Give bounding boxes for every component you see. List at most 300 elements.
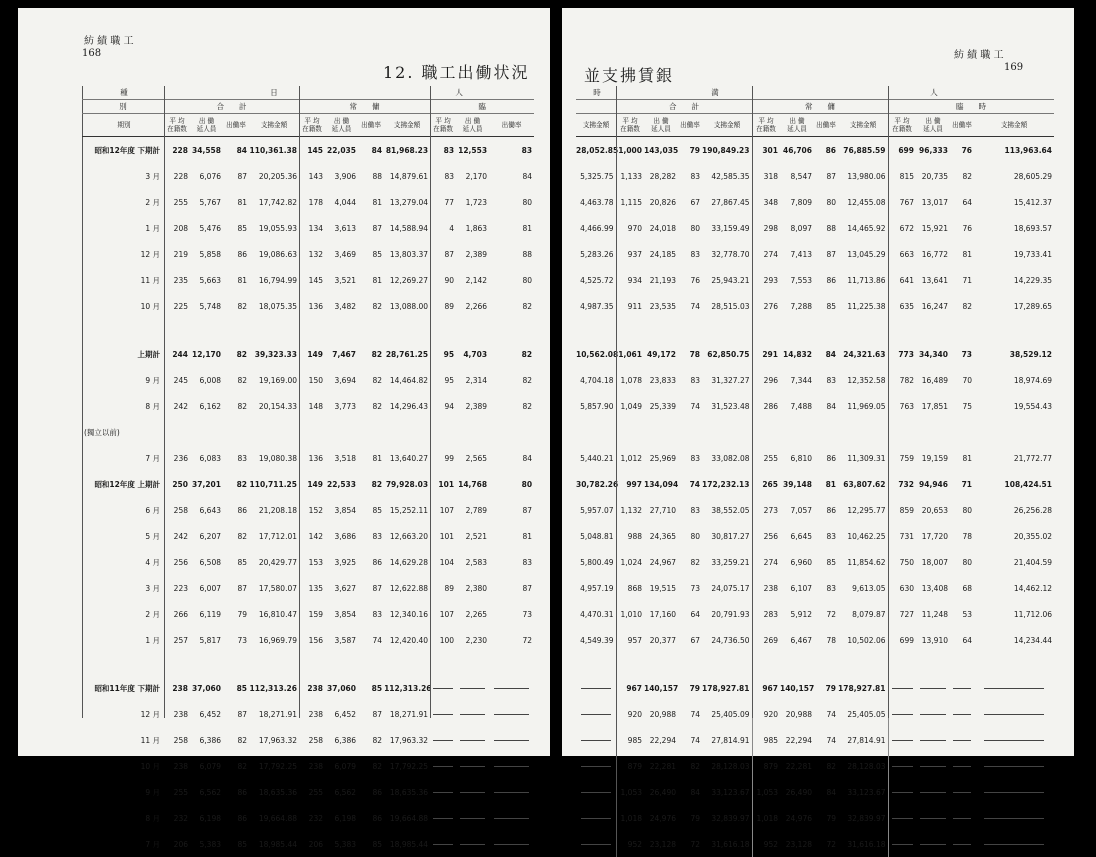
table-cell: 19,055.93 [258, 223, 297, 233]
row-label: (獨立以前) [84, 427, 120, 437]
table-row [82, 445, 534, 471]
table-cell: 3,925 [334, 557, 356, 567]
table-cell: 14,465.92 [838, 215, 888, 241]
table-cell [950, 805, 974, 831]
table-cell: 7,488 [790, 401, 812, 411]
table-row [576, 367, 1054, 393]
table-cell: 100 [439, 635, 455, 645]
table-cell: 74 [826, 735, 836, 745]
row-label: 7 月 [145, 453, 160, 463]
header-row [82, 86, 534, 100]
table-cell: 178,927.81 [702, 675, 752, 701]
table-cell: 255 [308, 787, 323, 797]
table-cell [576, 701, 616, 727]
row-label: 8 月 [145, 401, 160, 411]
table-cell [974, 675, 1054, 701]
table-row [576, 627, 1054, 653]
table-cell: 232 [308, 813, 323, 823]
table-cell: 82 [826, 761, 836, 771]
table-cell [325, 419, 358, 445]
table-cell: 85 [826, 557, 836, 567]
table-cell: 28,282 [649, 171, 676, 181]
table-cell: 6,008 [199, 375, 221, 385]
table-cell: 13,803.37 [389, 249, 429, 259]
table-cell [430, 319, 456, 341]
group-header: 常 傭 [299, 100, 430, 114]
table-cell: 80 [962, 505, 972, 515]
table-cell: 920 [627, 709, 642, 719]
table-cell: 67 [690, 197, 700, 207]
table-cell: 223 [173, 583, 188, 593]
table-cell: 81 [237, 275, 247, 285]
table-cell: 88 [372, 171, 383, 181]
table-cell: 38,529.12 [1009, 349, 1052, 359]
table-cell: 82 [371, 479, 383, 489]
table-cell: 10,462.25 [838, 523, 888, 549]
table-cell: 85 [372, 505, 383, 515]
table-cell: 76,885.59 [838, 137, 888, 164]
table-cell: 6,207 [199, 531, 221, 541]
table-cell: 17,963.32 [258, 735, 297, 745]
table-cell: 7,057 [790, 505, 812, 515]
table-cell: 6,119 [199, 609, 221, 619]
table-cell [249, 419, 299, 445]
table-cell: 24,365 [649, 531, 676, 541]
table-cell [916, 753, 950, 779]
table-cell: 134,094 [644, 479, 679, 489]
table-cell: 283 [763, 609, 778, 619]
table-cell [838, 653, 888, 675]
table-cell: 27,814.91 [838, 727, 888, 753]
table-cell: 19,554.43 [1013, 401, 1052, 411]
row-label: 1 月 [145, 635, 160, 645]
column-header: 支拂金額 [838, 114, 888, 137]
row-label: 8 月 [145, 813, 160, 823]
table-row [576, 753, 1054, 779]
page-number: 168 [82, 48, 102, 59]
table-row [576, 419, 1054, 445]
table-cell: 82 [522, 301, 533, 311]
table-cell [616, 419, 644, 445]
table-cell [576, 319, 616, 341]
row-label: 昭和12年度 上期計 [94, 479, 160, 489]
table-cell: 78 [962, 531, 972, 541]
table-cell: 53 [962, 609, 972, 619]
column-header: 支拂金額 [384, 114, 430, 137]
running-header: 紡 績 職 工 [954, 50, 1004, 61]
table-cell: 17,289.65 [1013, 301, 1052, 311]
table-cell [164, 653, 190, 675]
table-cell: 11,712.06 [1013, 609, 1052, 619]
table-cell: 16,794.99 [258, 275, 297, 285]
table-cell: 24,976 [785, 813, 812, 823]
table-cell [456, 831, 489, 857]
table-cell [702, 653, 752, 675]
table-cell: 14,296.43 [389, 401, 429, 411]
table-cell: 7,553 [790, 275, 812, 285]
table-cell [325, 319, 358, 341]
table-cell: 1,078 [620, 375, 642, 385]
row-label: 12 月 [140, 249, 160, 259]
table-cell: 630 [899, 583, 914, 593]
table-cell: 318 [763, 171, 778, 181]
table-cell: 90 [444, 275, 455, 285]
table-cell [325, 653, 358, 675]
table-cell: 82 [237, 761, 247, 771]
table-cell: 2,266 [465, 301, 488, 311]
table-cell: 20,429.77 [258, 557, 297, 567]
table-cell [456, 779, 489, 805]
table-cell: 82 [522, 401, 533, 411]
table-cell: 76 [961, 145, 972, 155]
table-cell [456, 701, 489, 727]
table-cell: 6,452 [199, 709, 221, 719]
table-cell: 10,562.08 [576, 341, 616, 367]
table-cell: 238 [173, 761, 188, 771]
table-cell: 153 [308, 557, 323, 567]
table-cell: 6,079 [199, 761, 221, 771]
table-cell [223, 653, 249, 675]
table-cell [916, 653, 950, 675]
table-cell: 86 [372, 813, 383, 823]
table-cell: 13,088.00 [389, 301, 429, 311]
table-cell: 81 [962, 249, 972, 259]
table-cell: 5,858 [199, 249, 221, 259]
table-cell: 32,778.70 [702, 241, 752, 267]
table-row [576, 137, 1054, 164]
table-cell: 140,157 [644, 683, 679, 693]
table-cell: 178,927.81 [838, 675, 888, 701]
table-cell [299, 419, 325, 445]
table-cell [888, 701, 916, 727]
table-cell: 82 [236, 479, 247, 489]
table-cell: 298 [763, 223, 778, 233]
table-cell: 86 [237, 505, 247, 515]
table-cell: 84 [826, 787, 836, 797]
table-cell: 759 [899, 453, 914, 463]
table-cell: 46,706 [783, 145, 812, 155]
table-cell: 258 [173, 735, 188, 745]
table-cell: 85 [372, 249, 383, 259]
table-cell: 82 [236, 349, 247, 359]
table-cell: 232 [173, 813, 188, 823]
table-cell [384, 653, 430, 675]
table-cell: 17,792.25 [258, 761, 297, 771]
table-cell [299, 319, 325, 341]
table-cell [576, 675, 616, 701]
table-cell: 20,355.02 [1013, 531, 1052, 541]
table-cell: 84 [522, 171, 533, 181]
table-cell: 148 [308, 401, 323, 411]
table-cell: 25,943.21 [702, 267, 752, 293]
table-cell: 87 [372, 709, 383, 719]
table-cell [430, 727, 456, 753]
table-cell: 26,490 [785, 787, 812, 797]
table-cell: 957 [627, 635, 642, 645]
table-cell: 11,969.05 [838, 393, 888, 419]
table-cell: 20,826 [649, 197, 676, 207]
table-cell: 23,128 [785, 839, 812, 849]
table-cell [888, 805, 916, 831]
table-cell: 87 [826, 171, 836, 181]
table-cell: 38,552.05 [702, 497, 752, 523]
table-cell: 255 [173, 197, 188, 207]
table-cell: 64 [962, 635, 972, 645]
table-cell [780, 419, 814, 445]
table-cell: 19,515 [649, 583, 676, 593]
row-label: 11 月 [140, 275, 160, 285]
table-cell: 28,128.03 [838, 753, 888, 779]
table-cell [430, 701, 456, 727]
row-label: 昭和12年度 下期計 [94, 145, 160, 155]
column-header: 平 均 在籍数 [888, 114, 916, 137]
table-row [576, 831, 1054, 857]
table-cell: 920 [763, 709, 778, 719]
table-cell: 34,558 [192, 145, 221, 155]
table-cell [916, 831, 950, 857]
table-cell [616, 653, 644, 675]
header-blank [576, 100, 616, 114]
table-cell [489, 753, 534, 779]
table-row [82, 341, 534, 367]
table-cell: 25,405.09 [702, 701, 752, 727]
table-cell: 25,969 [649, 453, 676, 463]
table-cell: 14,768 [458, 479, 488, 489]
table-cell: 80 [826, 197, 836, 207]
table-cell: 19,080.38 [258, 453, 297, 463]
table-cell: 42,585.35 [702, 163, 752, 189]
table-cell [430, 805, 456, 831]
table-row [82, 137, 534, 164]
table-cell: 30,782.26 [576, 471, 616, 497]
header-person: 人 [814, 86, 1054, 100]
table-cell [384, 319, 430, 341]
page-number: 169 [1004, 62, 1024, 73]
row-label: 10 月 [140, 761, 160, 771]
column-header: 出働率 [223, 114, 249, 137]
table-cell: 19,664.88 [258, 813, 297, 823]
table-cell [678, 653, 702, 675]
table-cell: 86 [826, 505, 836, 515]
table-cell: 82 [372, 375, 383, 385]
table-cell: 20,377 [649, 635, 676, 645]
column-header: 平 均 在籍数 [164, 114, 190, 137]
table-cell [888, 319, 916, 341]
table-cell: 1,000 [618, 145, 642, 155]
table-cell: 150 [308, 375, 323, 385]
table-cell: 108,424.51 [1004, 479, 1052, 489]
table-cell: 31,327.27 [702, 367, 752, 393]
table-cell: 273 [763, 505, 778, 515]
table-cell: 296 [763, 375, 778, 385]
row-label: 上期計 [137, 349, 160, 359]
table-cell [888, 727, 916, 753]
table-cell: 149 [307, 479, 323, 489]
table-cell: 228 [173, 171, 188, 181]
table-cell: 112,313.26 [249, 683, 297, 693]
table-cell: 4,466.99 [576, 215, 616, 241]
table-cell: 82 [962, 171, 972, 181]
table-row [82, 779, 534, 805]
row-label: 3 月 [145, 171, 160, 181]
table-cell: 18,985.44 [258, 839, 297, 849]
table-cell: 244 [172, 349, 188, 359]
table-cell: 238 [173, 709, 188, 719]
table-cell: 132 [308, 249, 323, 259]
table-cell [358, 319, 384, 341]
table-cell: 635 [899, 301, 914, 311]
table-cell: 21,208.18 [258, 505, 297, 515]
table-row [82, 241, 534, 267]
table-cell: 84 [825, 349, 836, 359]
table-cell: 136 [308, 453, 323, 463]
header-row [576, 100, 1054, 114]
table-row [82, 319, 534, 341]
table-cell: 228 [172, 145, 188, 155]
table-cell: 87 [237, 709, 247, 719]
header-kind: 種 [82, 86, 164, 100]
table-cell: 12,663.20 [389, 531, 429, 541]
column-header: 出 働 延人員 [916, 114, 950, 137]
table-cell: 13,279.04 [389, 197, 429, 207]
table-cell: 238 [308, 709, 323, 719]
table-cell: 78 [826, 635, 836, 645]
table-cell: 20,205.36 [258, 171, 297, 181]
table-cell: 26,256.28 [1013, 505, 1052, 515]
table-cell: 101 [439, 531, 455, 541]
table-cell: 12,340.16 [389, 609, 429, 619]
table-cell: 245 [173, 375, 188, 385]
table-cell: 699 [898, 145, 914, 155]
table-row [576, 779, 1054, 805]
table-cell: 2,230 [465, 635, 488, 645]
table-row [576, 267, 1054, 293]
column-separator [616, 86, 617, 718]
table-cell: 74 [690, 709, 700, 719]
table-cell: 934 [627, 275, 642, 285]
table-cell: 7,467 [332, 349, 356, 359]
table-cell [916, 675, 950, 701]
table-cell: 67 [690, 635, 700, 645]
table-row [576, 805, 1054, 831]
table-cell: 6,810 [790, 453, 812, 463]
table-cell: 1,133 [620, 171, 642, 181]
table-cell: 81 [522, 531, 533, 541]
table-cell: 1,049 [620, 401, 642, 411]
table-cell: 32,839.97 [838, 805, 888, 831]
table-cell [576, 831, 616, 857]
table-cell: 33,123.67 [702, 779, 752, 805]
table-cell [974, 831, 1054, 857]
table-cell: 32,839.97 [702, 805, 752, 831]
table-cell: 3,854 [334, 609, 356, 619]
column-header: 出 働 延人員 [780, 114, 814, 137]
table-cell: 3,627 [334, 583, 356, 593]
table-cell: 74 [372, 635, 383, 645]
column-header: 支拂金額 [702, 114, 752, 137]
table-cell [489, 419, 534, 445]
table-cell: 83 [372, 531, 383, 541]
table-cell: 22,294 [785, 735, 812, 745]
table-cell: 28,761.25 [385, 349, 429, 359]
table-cell: 952 [627, 839, 642, 849]
table-cell: 81 [372, 453, 383, 463]
table-cell: 3,482 [334, 301, 356, 311]
table-row [82, 497, 534, 523]
table-cell: 238 [763, 583, 778, 593]
table-cell: 16,810.47 [258, 609, 297, 619]
table-cell: 12,269.27 [389, 275, 429, 285]
table-cell: 87 [372, 223, 383, 233]
row-label: 10 月 [140, 301, 160, 311]
table-cell: 178 [308, 197, 323, 207]
table-cell [916, 727, 950, 753]
table-cell [752, 653, 780, 675]
table-cell [489, 319, 534, 341]
table-cell: 6,386 [199, 735, 221, 745]
table-cell: 23,535 [649, 301, 676, 311]
table-cell [456, 319, 489, 341]
table-cell: 6,076 [199, 171, 221, 181]
table-cell: 19,733.41 [1013, 249, 1052, 259]
table-cell: 107 [439, 505, 455, 515]
table-cell: 6,083 [199, 453, 221, 463]
table-cell: 206 [308, 839, 323, 849]
table-cell: 12,170 [192, 349, 221, 359]
table-cell: 113,963.64 [1004, 145, 1052, 155]
table-cell: 2,521 [465, 531, 488, 541]
header-time: 時 [576, 86, 616, 100]
table-cell: 81 [522, 223, 533, 233]
table-cell: 142 [308, 531, 323, 541]
table-cell: 25,339 [649, 401, 676, 411]
table-row [82, 727, 534, 753]
row-label: 6 月 [145, 505, 160, 515]
table-cell: 4,704.18 [576, 367, 616, 393]
table-cell [489, 779, 534, 805]
table-cell: 255 [763, 453, 778, 463]
table-cell: 87 [237, 171, 247, 181]
table-cell [576, 653, 616, 675]
table-cell: 13,980.06 [838, 163, 888, 189]
table-cell: 20,988 [785, 709, 812, 719]
table-cell: 18,974.69 [1013, 375, 1052, 385]
table-cell: 24,075.17 [702, 575, 752, 601]
table-cell: 149 [307, 349, 323, 359]
table-cell [456, 653, 489, 675]
table-cell: 5,048.81 [576, 523, 616, 549]
table-cell: 80 [690, 223, 700, 233]
table-cell [950, 675, 974, 701]
table-cell [678, 319, 702, 341]
table-cell: 3,518 [334, 453, 356, 463]
table-cell: 7,413 [790, 249, 812, 259]
table-cell: 81 [372, 197, 383, 207]
table-cell: 79 [825, 683, 836, 693]
table-row [82, 831, 534, 857]
table-cell: 276 [763, 301, 778, 311]
table-cell: 15,412.37 [1013, 197, 1052, 207]
table-cell: 3,773 [334, 401, 356, 411]
table-cell: 95 [443, 349, 455, 359]
table-cell: 74 [690, 301, 700, 311]
table-cell: 86 [372, 787, 383, 797]
table-cell: 79 [689, 683, 700, 693]
table-cell: 87 [372, 583, 383, 593]
table-cell: 25,405.05 [838, 701, 888, 727]
row-label: 9 月 [145, 787, 160, 797]
group-header: 常 傭 [752, 100, 888, 114]
